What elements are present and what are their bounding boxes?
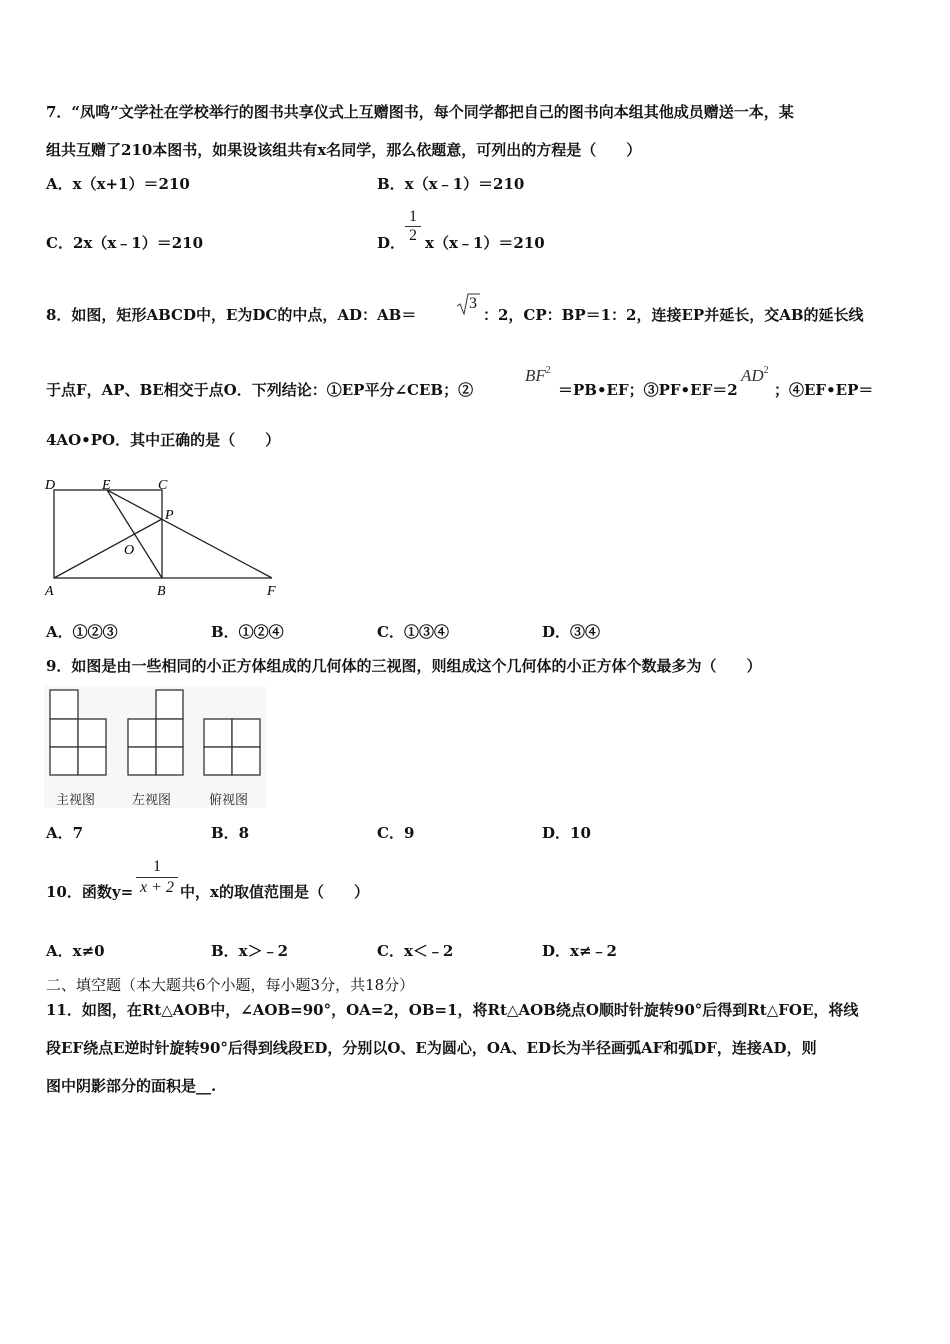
q7-option-b[interactable]: B．x（x﹣1）＝210 [377, 175, 525, 193]
q10-stem-b: 中，x的取值范围是（ ） [180, 883, 369, 901]
rectangle-abcd [54, 490, 162, 578]
q9-option-c[interactable]: C．9 [377, 824, 415, 842]
sqrt-radicand: 3 [469, 295, 477, 312]
q7-option-d-label: D． [377, 234, 406, 252]
fraction-numerator: 1 [153, 858, 161, 875]
q8-stem-line2a: 于点F，AP、BE相交于点O．下列结论：①EP平分∠CEB；② [46, 381, 474, 399]
q8-stem-line1b: ：2，CP：BP＝1：2，连接EP并延长，交AB的延长线 [483, 306, 864, 324]
q7-stem-line2: 组共互赠了210本图书，如果设该组共有x名同学，那么依题意，可列出的方程是（ ） [46, 141, 642, 159]
q10-option-b[interactable]: B．x＞﹣2 [211, 942, 289, 960]
q8-stem-line2c: ；④EF•EP＝ [774, 381, 874, 399]
q10-option-c[interactable]: C．x＜﹣2 [377, 942, 454, 960]
label-b: B [157, 584, 166, 599]
q7-option-d-equation: x（x﹣1）＝210 [425, 234, 545, 252]
left-view-caption: 左视图 [132, 793, 172, 808]
q10-option-a[interactable]: A．x≠0 [46, 942, 105, 960]
label-p: P [165, 508, 174, 523]
q7-option-d-fraction [405, 208, 421, 245]
q10-fraction [136, 857, 178, 898]
fraction-denominator: x + 2 [136, 877, 178, 898]
label-o: O [124, 543, 135, 558]
ad-squared [741, 366, 769, 386]
segment-ap [54, 519, 162, 578]
q9-three-views-figure [44, 686, 266, 782]
q10-option-d[interactable]: D．x≠﹣2 [542, 942, 617, 960]
ad-base: AD [741, 366, 764, 385]
top-view-caption: 俯视图 [209, 793, 249, 808]
q8-stem-line3: 4AO•PO．其中正确的是（ ） [46, 431, 281, 449]
ad-exponent: 2 [763, 365, 769, 376]
q8-stem-line1a: 8．如图，矩形ABCD中，E为DC的中点，AD：AB＝ [46, 306, 417, 324]
q8-option-d[interactable]: D．③④ [542, 623, 601, 641]
front-view-caption: 主视图 [56, 793, 96, 808]
q11-stem-line2: 段EF绕点E逆时针旋转90°后得到线段ED，分别以O、E为圆心，OA、ED长为半径画弧AF和弧DF，连接AD，则 [46, 1039, 817, 1057]
bf-base: BF [525, 366, 546, 385]
section-heading-fill-in: 二、填空题（本大题共6个小题，每小题3分，共18分） [46, 976, 415, 994]
top-view-drawing [204, 719, 260, 775]
q10-stem-a: 10．函数y= [46, 883, 134, 901]
q11-stem-line3: 图中阴影部分的面积是__. [46, 1077, 217, 1095]
q9-option-b[interactable]: B．8 [211, 824, 250, 842]
label-a: A [45, 584, 54, 599]
q7-stem-line1: 7．“凤鸣”文学社在学校举行的图书共享仪式上互赠图书，每个同学都把自己的图书向本组其他成员赠送一本，某 [46, 103, 794, 121]
label-f: F [267, 584, 276, 599]
q7-option-a[interactable]: A．x（x+1）＝210 [46, 175, 190, 193]
label-e: E [102, 478, 111, 493]
label-d: D [45, 478, 56, 493]
sqrt-three [456, 292, 480, 318]
q8-option-c[interactable]: C．①③④ [377, 623, 449, 641]
q9-option-d[interactable]: D．10 [542, 824, 591, 842]
fraction-numerator: 1 [409, 208, 417, 225]
q9-stem: 9．如图是由一些相同的小正方体组成的几何体的三视图，则组成这个几何体的小正方体个数最多为（ ） [46, 657, 762, 675]
q8-geometry-figure [40, 474, 290, 602]
label-c: C [158, 478, 168, 493]
fraction-denominator: 2 [405, 226, 421, 245]
q11-stem-line1: 11．如图，在Rt△AOB中，∠AOB=90°，OA=2，OB=1，将Rt△AOB绕点O顺时针旋转90°后得到Rt△FOE，将线 [46, 1001, 859, 1019]
bf-exponent: 2 [545, 365, 551, 376]
q8-stem-line2b: ＝PB•EF；③PF•EF＝2 [558, 381, 738, 399]
segment-ef [107, 490, 272, 578]
bf-squared [525, 366, 551, 386]
q8-option-b[interactable]: B．①②④ [211, 623, 284, 641]
q9-option-a[interactable]: A．7 [46, 824, 84, 842]
q8-option-a[interactable]: A．①②③ [46, 623, 118, 641]
q7-option-c[interactable]: C．2x（x﹣1）＝210 [46, 234, 204, 252]
